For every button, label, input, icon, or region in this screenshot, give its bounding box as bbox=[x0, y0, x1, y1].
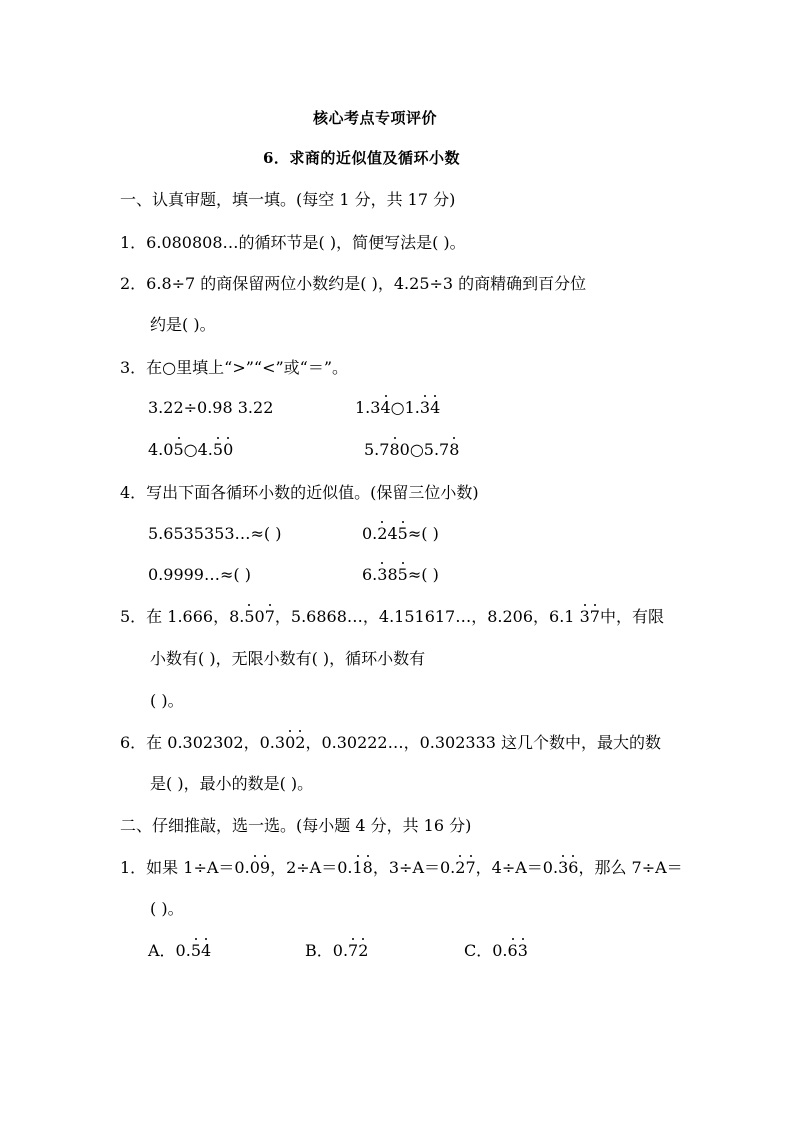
text: ≈( ) bbox=[407, 524, 439, 543]
text: 4 bbox=[387, 524, 398, 543]
text: 6．在 0.302302，0.3 bbox=[120, 733, 286, 752]
option-c bbox=[464, 941, 528, 961]
text: ，2÷A＝0. bbox=[270, 858, 353, 877]
option-a bbox=[148, 941, 211, 961]
section2-heading: 二、仔细推敲，选一选。(每小题 4 分，共 16 分) bbox=[120, 816, 472, 835]
option-b bbox=[305, 941, 368, 961]
choice-question-1-blank: ( )。 bbox=[150, 899, 184, 918]
question-4-a: 5.6535353…≈( ) bbox=[148, 524, 282, 543]
question-3-d bbox=[364, 440, 459, 460]
repeat-digit: 0 bbox=[249, 858, 260, 877]
question-5-line2: 小数有( )，无限小数有( )，循环小数有 bbox=[150, 649, 426, 668]
repeat-digit: 3 bbox=[419, 398, 431, 417]
question-3-a: 3.22÷0.98 3.22 bbox=[148, 398, 274, 417]
repeat-digit: 6 bbox=[568, 858, 579, 877]
repeat-digit: 7 bbox=[348, 941, 359, 960]
text: 4.0 bbox=[148, 440, 174, 459]
section1-heading: 一、认真审题，填一填。(每空 1 分，共 17 分) bbox=[120, 190, 456, 209]
text: ，5.6868…，4.151617…，8.206，6.1 bbox=[274, 607, 580, 626]
text: ，3÷A＝0. bbox=[372, 858, 456, 877]
text: C．0. bbox=[464, 941, 508, 960]
question-6-line2: 是( )，最小的数是( )。 bbox=[150, 774, 314, 793]
text: 中，有限 bbox=[599, 607, 664, 626]
text: 1.3 bbox=[355, 398, 381, 417]
repeat-digit: 2 bbox=[295, 733, 306, 752]
repeat-digit: 5 bbox=[173, 440, 184, 459]
text: ≈( ) bbox=[407, 565, 439, 584]
repeat-digit: 5 bbox=[244, 607, 255, 626]
question-3-b bbox=[355, 398, 440, 418]
repeat-digit: 8 bbox=[389, 440, 400, 459]
page-title: 核心考点专项评价 bbox=[313, 109, 438, 127]
repeat-digit: 5 bbox=[397, 524, 408, 543]
repeat-digit: 2 bbox=[358, 941, 369, 960]
text: ，0.30222…，0.302333 这几个数中，最大的数 bbox=[305, 733, 662, 752]
repeat-digit: 5 bbox=[397, 565, 408, 584]
question-3-c bbox=[148, 440, 233, 460]
question-2-line2: 约是( )。 bbox=[150, 315, 216, 334]
text: 5.7 bbox=[364, 440, 390, 459]
repeat-digit: 3 bbox=[558, 858, 569, 877]
question-4-b bbox=[362, 524, 439, 544]
repeat-digit: 9 bbox=[259, 858, 271, 877]
text: 5．在 1.666，8. bbox=[120, 607, 245, 626]
repeat-digit: 3 bbox=[377, 565, 388, 584]
repeat-digit: 4 bbox=[380, 398, 391, 417]
text: 0 bbox=[254, 607, 265, 626]
repeat-digit: 5 bbox=[212, 440, 224, 459]
repeat-digit: 4 bbox=[201, 941, 212, 960]
repeat-digit: 1 bbox=[352, 858, 363, 877]
choice-question-1 bbox=[120, 858, 683, 878]
question-5-line3: ( )。 bbox=[150, 691, 184, 710]
question-4-stem: 4．写出下面各循环小数的近似值。(保留三位小数) bbox=[120, 483, 479, 502]
repeat-digit: 2 bbox=[455, 858, 466, 877]
question-5-line1 bbox=[120, 607, 664, 627]
text: B．0. bbox=[305, 941, 349, 960]
text: ，那么 7÷A＝ bbox=[578, 858, 683, 877]
text: 0○5.7 bbox=[399, 440, 450, 459]
text: 0. bbox=[362, 524, 378, 543]
text: ○1. bbox=[390, 398, 420, 417]
repeat-digit: 0 bbox=[223, 440, 234, 459]
repeat-digit: 3 bbox=[579, 607, 590, 626]
question-4-c: 0.9999…≈( ) bbox=[148, 565, 251, 584]
repeat-digit: 7 bbox=[589, 607, 600, 626]
question-2-line1: 2．6.8÷7 的商保留两位小数约是( )，4.25÷3 的商精确到百分位 bbox=[120, 274, 587, 293]
repeat-digit: 5 bbox=[190, 941, 202, 960]
repeat-digit: 3 bbox=[517, 941, 528, 960]
text: 8 bbox=[387, 565, 398, 584]
repeat-digit: 4 bbox=[430, 398, 441, 417]
repeat-digit: 7 bbox=[465, 858, 476, 877]
repeat-digit: 8 bbox=[449, 440, 460, 459]
text: ，4÷A＝0. bbox=[475, 858, 559, 877]
question-1: 1．6.080808…的循环节是( )，简便写法是( )。 bbox=[120, 233, 466, 252]
question-6-line1 bbox=[120, 733, 661, 753]
text: 6. bbox=[362, 565, 378, 584]
question-3-stem: 3．在○里填上“>”“<”或“＝”。 bbox=[120, 358, 349, 377]
text: 1．如果 1÷A＝0. bbox=[120, 858, 250, 877]
repeat-digit: 8 bbox=[362, 858, 373, 877]
repeat-digit: 6 bbox=[507, 941, 518, 960]
text: A．0. bbox=[148, 941, 191, 960]
repeat-digit: 2 bbox=[377, 524, 388, 543]
page-subtitle: 6．求商的近似值及循环小数 bbox=[263, 149, 460, 167]
text: ○4. bbox=[183, 440, 213, 459]
question-4-d bbox=[362, 565, 439, 585]
repeat-digit: 7 bbox=[264, 607, 275, 626]
repeat-digit: 0 bbox=[285, 733, 296, 752]
